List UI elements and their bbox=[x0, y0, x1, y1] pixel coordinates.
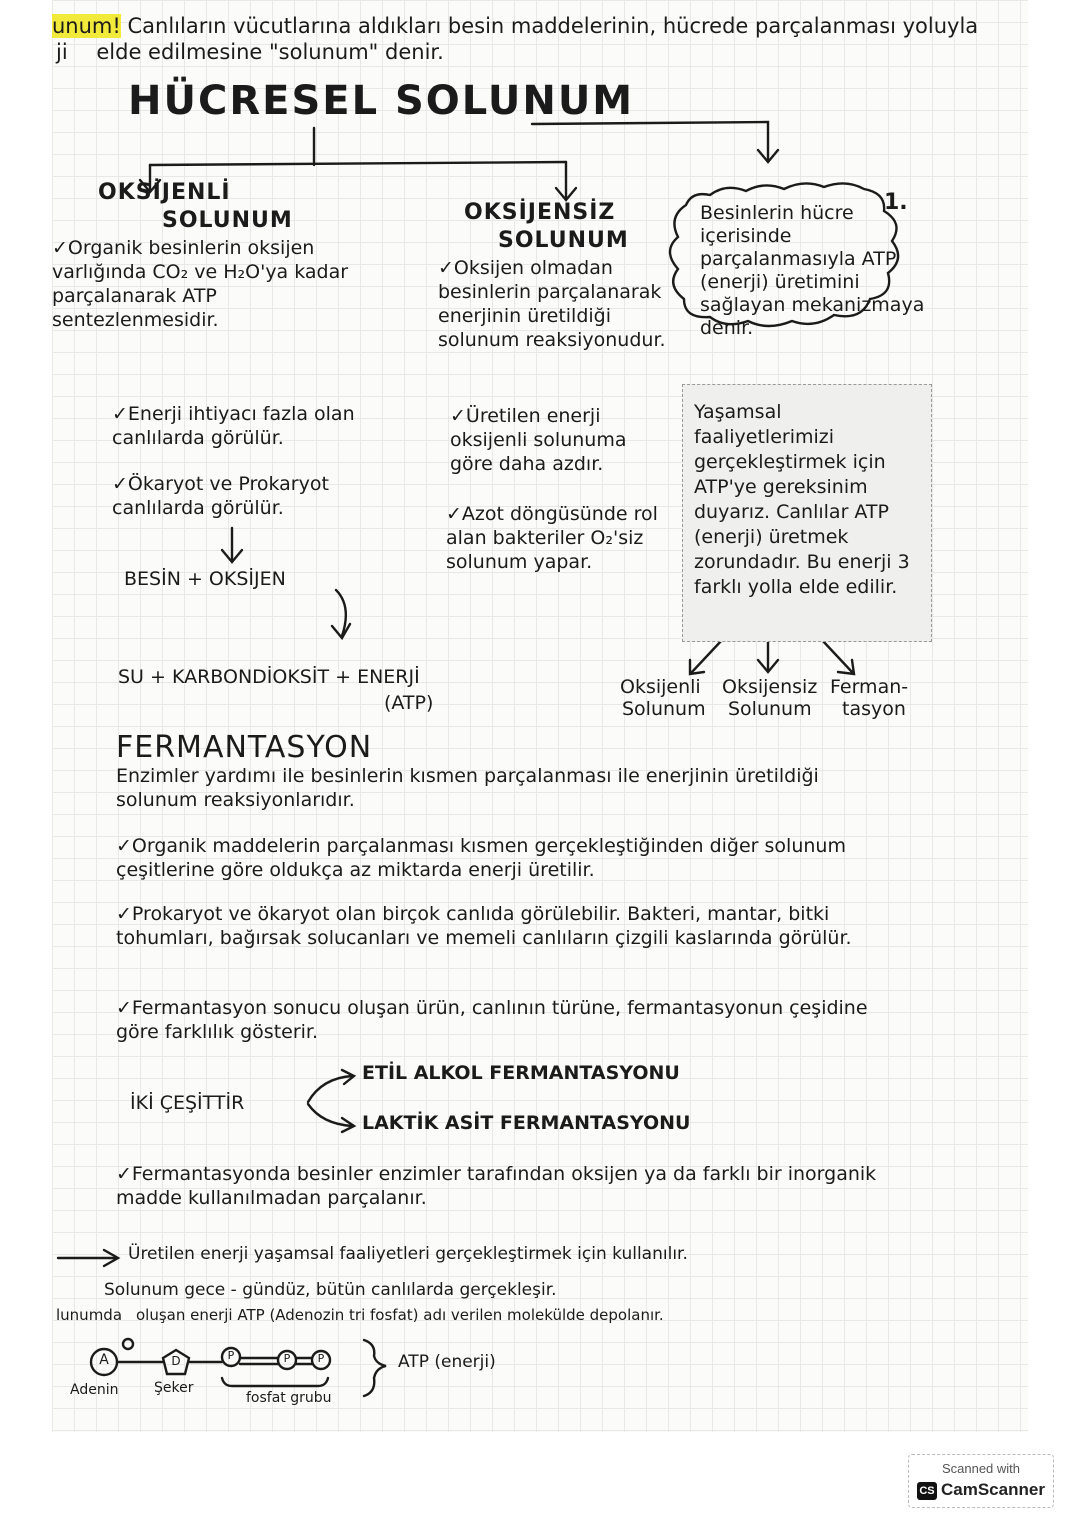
fermantasyon-def: Enzimler yardımı ile besinlerin kısmen parçalanması ile enerjinin üretildiği solunum reaksiyonlarıdır. bbox=[116, 765, 819, 811]
camscanner-logo-icon: CS bbox=[917, 1482, 937, 1500]
atp-result: ATP (enerji) bbox=[398, 1352, 496, 1372]
way-arrow-a bbox=[692, 640, 722, 672]
fermantasyon-p4: ✓Fermantasyonda besinler enzimler tarafından oksijen ya da farklı bir inorganik madde kullanılmadan parçalanır. bbox=[116, 1163, 877, 1209]
page-title: HÜCRESEL SOLUNUM bbox=[128, 78, 635, 124]
oksijensiz-heading-1: OKSİJENSİZ bbox=[464, 200, 616, 225]
oksijensiz-p1: ✓Oksijen olmadan besinlerin parçalanarak enerjinin üretildiği solunum reaksiyonudur. bbox=[438, 257, 666, 351]
cloud-number: 1. bbox=[884, 190, 908, 215]
oksijenli-p3: ✓Ökaryot ve Prokaryot canlılarda görülür. bbox=[112, 473, 329, 519]
fosfat-symbol-1: P bbox=[227, 1349, 235, 1362]
fosfat-symbol-2: P bbox=[283, 1352, 291, 1365]
type-arrow-1 bbox=[308, 1076, 352, 1102]
fermantasyon-type-2: LAKTİK ASİT FERMANTASYONU bbox=[362, 1112, 691, 1134]
fermantasyon-type-1: ETİL ALKOL FERMANTASYONU bbox=[362, 1062, 680, 1084]
camscanner-badge bbox=[908, 1454, 1054, 1508]
fermantasyon-heading: FERMANTASYON bbox=[116, 730, 373, 765]
way-arrow-c bbox=[822, 640, 852, 672]
note-2: Solunum gece - gündüz, bütün canlılarda gerçekleşir. bbox=[104, 1280, 557, 1300]
formula-right: SU + KARBONDİOKSİT + ENERJİ bbox=[118, 666, 420, 688]
intro-line-1 bbox=[52, 14, 978, 38]
note-3-prefix: lunumda bbox=[56, 1306, 123, 1324]
fermantasyon-p2: ✓Prokaryot ve ökaryot olan birçok canlıda görülebilir. Bakteri, mantar, bitki tohumları, bağırsak solucanları ve memeli canlıların çizgili kaslarında görülür. bbox=[116, 903, 852, 949]
fosfat-symbol-3: P bbox=[317, 1352, 325, 1365]
oksijenli-p2: ✓Enerji ihtiyacı fazla olan canlılarda görülür. bbox=[112, 403, 355, 449]
cloud-text: Besinlerin hücre içerisinde parçalanmasıyla ATP (enerji) üretimini sağlayan mekanizmaya denir. bbox=[700, 202, 925, 339]
info-box-text: Yaşamsal faaliyetlerimizi gerçekleştirmek için ATP'ye gereksinim duyarız. Canlılar ATP (enerji) üretmek zorundadır. Bu enerji 3 farklı yolla elde edilir. bbox=[694, 401, 910, 598]
intro-prefix: ji bbox=[56, 40, 68, 64]
atp-brace bbox=[364, 1340, 386, 1396]
way-a-2: Solunum bbox=[622, 698, 706, 720]
intro-text-2: elde edilmesine "solunum" denir. bbox=[96, 40, 444, 64]
way-c-2: tasyon bbox=[842, 698, 906, 720]
formula-left: BESİN + OKSİJEN bbox=[124, 568, 286, 590]
camscanner-brand: CamScanner bbox=[941, 1480, 1045, 1499]
way-a-1: Oksijenli bbox=[620, 676, 701, 698]
intro-line-2 bbox=[56, 40, 444, 64]
scanned-with-text: Scanned with bbox=[941, 1461, 1021, 1476]
seker-symbol: D bbox=[171, 1354, 181, 1368]
note-1: Üretilen enerji yaşamsal faaliyetleri gerçekleştirmek için kullanılır. bbox=[128, 1244, 688, 1264]
oksijensiz-p3: ✓Azot döngüsünde rol alan bakteriler O₂'siz solunum yapar. bbox=[446, 503, 658, 573]
type-arrow-2 bbox=[308, 1104, 352, 1126]
fermantasyon-p3: ✓Fermantasyon sonucu oluşan ürün, canlının türüne, fermantasyonun çeşidine göre farklılık gösterir. bbox=[116, 997, 868, 1043]
way-b-2: Solunum bbox=[728, 698, 812, 720]
note-3: oluşan enerji ATP (Adenozin tri fosfat) adı verilen molekülde depolanır. bbox=[136, 1306, 664, 1324]
oksijenli-heading-2: SOLUNUM bbox=[162, 208, 293, 233]
fermantasyon-p1: ✓Organik maddelerin parçalanması kısmen gerçekleştiğinden diğer solunum çeşitlerine göre oldukça az miktarda enerji üretilir. bbox=[116, 835, 846, 881]
seker-label: Şeker bbox=[154, 1380, 194, 1396]
way-b-1: Oksijensiz bbox=[722, 676, 818, 698]
curved-arrow bbox=[336, 590, 346, 636]
oksijensiz-heading-2: SOLUNUM bbox=[498, 228, 629, 253]
cloud-arrow bbox=[532, 122, 768, 160]
oksijenli-p1: ✓Organik besinlerin oksijen varlığında CO₂ ve H₂O'ya kadar parçalanarak ATP sentezlenmesidir. bbox=[52, 237, 349, 331]
fermantasyon-types-label: İKİ ÇEŞİTTİR bbox=[130, 1092, 245, 1114]
fosfat-label: fosfat grubu bbox=[246, 1390, 332, 1406]
oksijensiz-p2: ✓Üretilen enerji oksijenli solunuma göre daha azdır. bbox=[450, 405, 627, 475]
fosfat-bracket bbox=[222, 1378, 328, 1386]
intro-highlight: unum! bbox=[52, 14, 121, 38]
adenin-small-circle bbox=[123, 1339, 133, 1349]
formula-atp: (ATP) bbox=[384, 692, 434, 714]
curved-arrow-head bbox=[332, 624, 350, 638]
title-branch bbox=[150, 162, 566, 165]
adenin-label: Adenin bbox=[70, 1382, 119, 1398]
intro-text-1: Canlıların vücutlarına aldıkları besin maddelerinin, hücrede parçalanması yoluyla bbox=[127, 14, 979, 38]
adenin-symbol: A bbox=[99, 1352, 109, 1368]
way-c-1: Ferman- bbox=[830, 676, 909, 698]
oksijenli-heading-1: OKSİJENLİ bbox=[98, 180, 231, 205]
